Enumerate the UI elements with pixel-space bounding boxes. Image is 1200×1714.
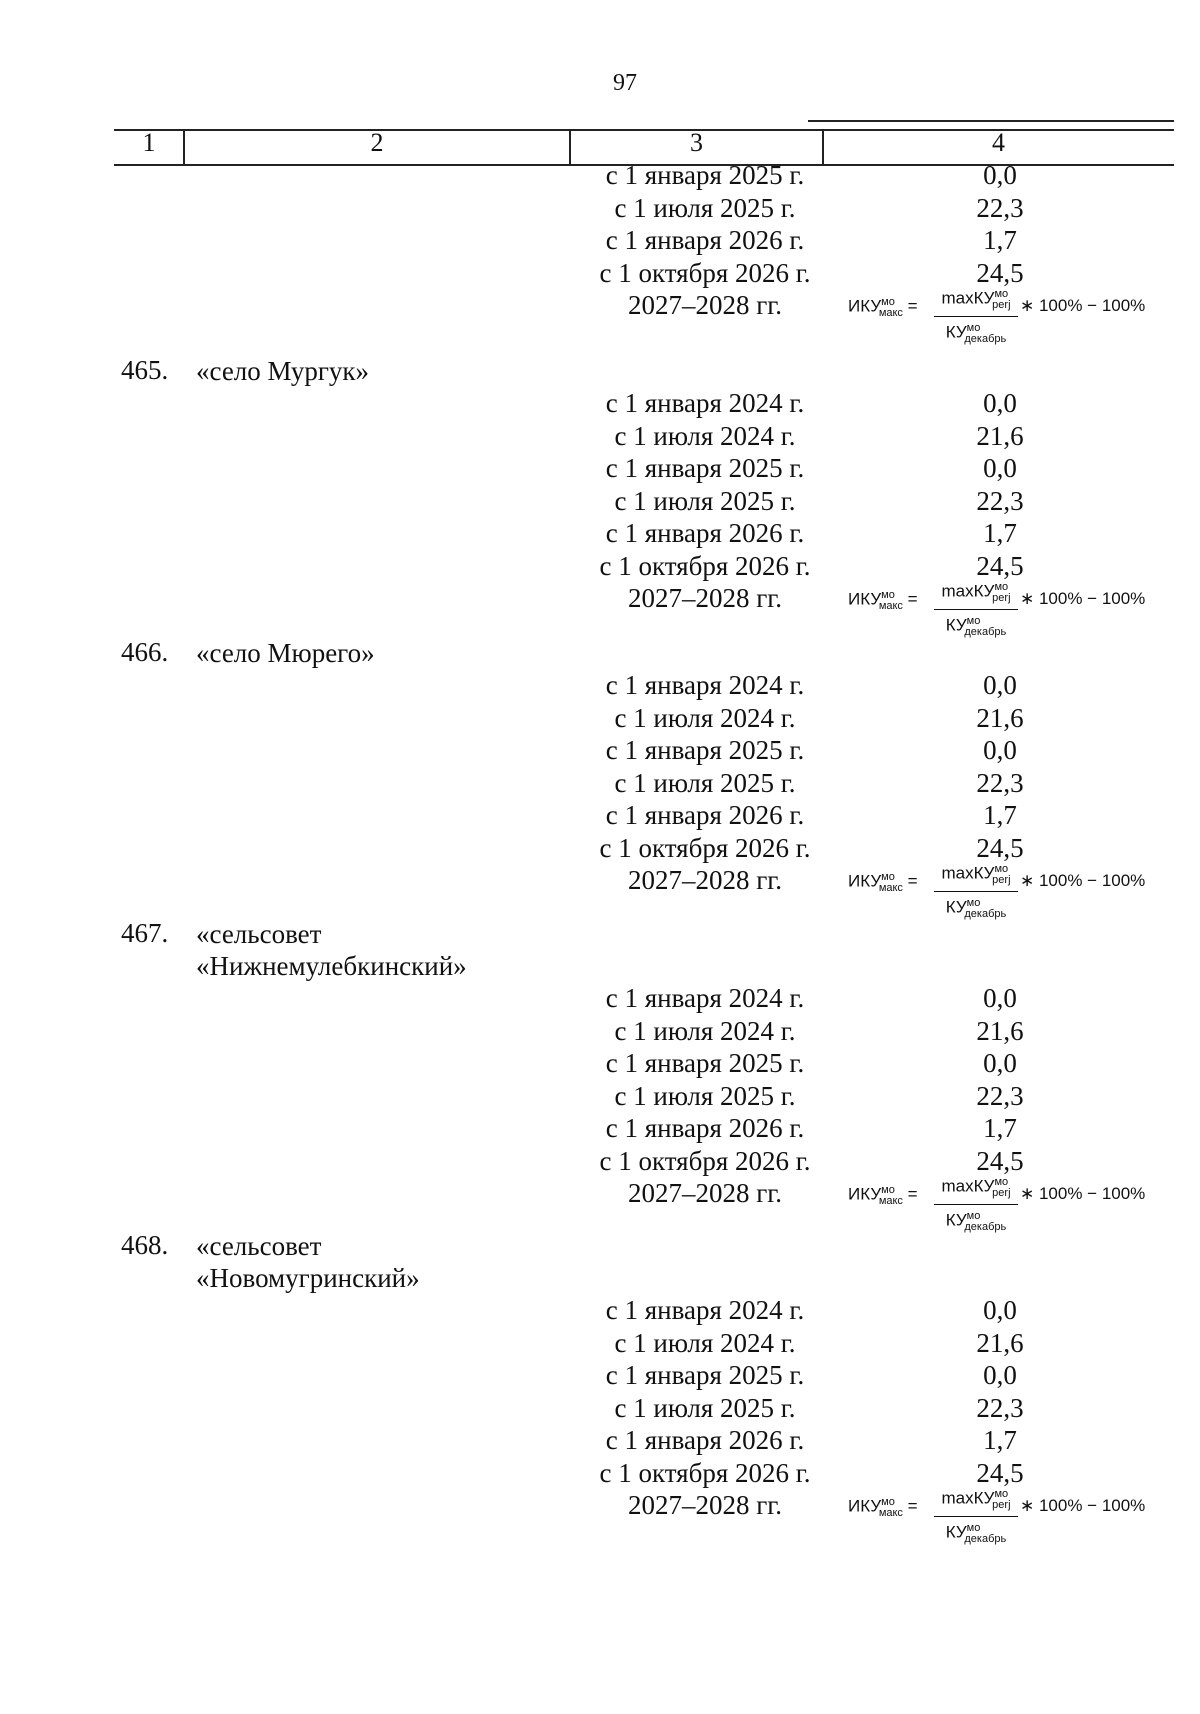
formula-num-sub: perj (992, 1187, 1011, 1200)
formula-num-base: maxКУ (941, 1488, 995, 1508)
formula-lhs-sup: мо (881, 871, 895, 883)
period-cell: с 1 октября 2026 г. (599, 1458, 811, 1488)
entry-name (196, 355, 369, 387)
entry-name-line: «Нижнемулебкинский» (196, 951, 467, 981)
formula-den-sup: мо (966, 322, 981, 335)
formula-num-sub: perj (992, 1499, 1011, 1512)
value-cell: 21,6 (976, 421, 1024, 451)
period-cell: с 1 января 2024 г. (605, 983, 805, 1013)
formula-num-base: maxКУ (941, 581, 995, 601)
value-cell: 1,7 (983, 225, 1017, 255)
formula-lhs-base: ИКУ (848, 589, 882, 609)
period-cell: с 1 января 2024 г. (605, 388, 805, 418)
formula-den-sub: декабрь (964, 626, 1007, 639)
formula-den-base: КУ (945, 1210, 967, 1230)
formula-fraction (934, 859, 1018, 925)
formula-lhs-base: ИКУ (848, 296, 882, 316)
formula-lhs (848, 296, 918, 319)
entry-number: 468. (121, 1230, 169, 1260)
formula-lhs (848, 1496, 918, 1519)
formula-rhs: ∗ 100% − 100% (1020, 871, 1146, 890)
value-cell: 1,7 (983, 1425, 1017, 1455)
period-cell: с 1 июля 2024 г. (614, 703, 796, 733)
formula-lhs-sub: макс (878, 600, 903, 613)
formula-num-base: maxКУ (941, 863, 995, 883)
value-cell: 1,7 (983, 800, 1017, 830)
value-cell: 21,6 (976, 1016, 1024, 1046)
formula-equals: = (907, 296, 918, 316)
formula-numerator (934, 1484, 1018, 1517)
period-cell: с 1 января 2024 г. (605, 1295, 805, 1325)
formula-lhs-base: ИКУ (848, 1184, 882, 1204)
period-cell: с 1 июля 2025 г. (614, 1081, 796, 1111)
entry-name-line: «сельсовет (196, 919, 322, 949)
period-cell: с 1 июля 2024 г. (614, 1016, 796, 1046)
value-cell: 22,3 (976, 1393, 1024, 1423)
value-cell: 24,5 (976, 1458, 1024, 1488)
value-cell: 0,0 (983, 1295, 1017, 1325)
period-cell: с 1 июля 2024 г. (614, 1328, 796, 1358)
formula-fraction (934, 1484, 1018, 1550)
period-cell: с 1 января 2026 г. (605, 1113, 805, 1143)
entry-name (196, 1230, 420, 1294)
formula-numerator (934, 1172, 1018, 1205)
value-cell: 24,5 (976, 833, 1024, 863)
entry-name-line: «село Мюрего» (196, 638, 375, 668)
formula-lhs (848, 589, 918, 612)
formula-num-sub: perj (992, 874, 1011, 887)
formula-rhs: ∗ 100% − 100% (1020, 1184, 1146, 1203)
formula-num-sup: мо (994, 581, 1009, 593)
period-cell: с 1 октября 2026 г. (599, 258, 811, 288)
formula-den-sup: мо (966, 1522, 981, 1535)
formula-equals: = (907, 589, 918, 609)
period-cell: с 1 июля 2025 г. (614, 486, 796, 516)
formula-equals: = (907, 1496, 918, 1516)
formula-lhs (848, 871, 918, 894)
formula-num-sub: perj (992, 299, 1011, 312)
value-cell: 22,3 (976, 768, 1024, 798)
formula-lhs-base: ИКУ (848, 1496, 882, 1516)
value-cell: 24,5 (976, 258, 1024, 288)
formula-lhs-base: ИКУ (848, 871, 882, 891)
formula-fraction (934, 284, 1018, 350)
header-top-rule (808, 120, 1174, 122)
value-cell: 1,7 (983, 1113, 1017, 1143)
formula-rhs: ∗ 100% − 100% (1020, 589, 1146, 608)
period-cell: с 1 января 2026 г. (605, 1425, 805, 1455)
formula-num-sup: мо (994, 1176, 1009, 1188)
formula-equals: = (907, 1184, 918, 1204)
period-cell: с 1 января 2025 г. (605, 735, 805, 765)
period-cell: с 1 июля 2025 г. (614, 768, 796, 798)
formula-numerator (934, 577, 1018, 610)
formula-rhs: ∗ 100% − 100% (1020, 1496, 1146, 1515)
formula-fraction (934, 577, 1018, 643)
formula-den-sup: мо (966, 615, 981, 628)
value-cell: 0,0 (983, 160, 1017, 190)
formula-num-sup: мо (994, 863, 1009, 875)
formula-lhs-sup: мо (881, 589, 895, 601)
entry-number: 466. (121, 637, 169, 667)
formula-den-sub: декабрь (964, 333, 1007, 346)
formula-num-sup: мо (994, 288, 1009, 300)
formula-lhs-sup: мо (881, 296, 895, 308)
period-cell: с 1 июля 2025 г. (614, 1393, 796, 1423)
period-cell: с 1 октября 2026 г. (599, 1146, 811, 1176)
formula-den-sub: декабрь (964, 1533, 1007, 1546)
formula-den-base: КУ (945, 1522, 967, 1542)
period-cell: 2027–2028 гг. (627, 583, 783, 613)
column-header-4: 4 (992, 128, 1005, 157)
period-cell: с 1 июля 2025 г. (614, 193, 796, 223)
entry-name-line: «село Мургук» (196, 356, 370, 386)
period-cell: с 1 января 2025 г. (605, 1048, 805, 1078)
formula-lhs-sub: макс (878, 882, 903, 895)
period-cell: 2027–2028 гг. (627, 290, 783, 320)
value-cell: 1,7 (983, 518, 1017, 548)
period-cell: с 1 января 2025 г. (605, 453, 805, 483)
formula-den-base: КУ (945, 615, 967, 635)
period-cell: 2027–2028 гг. (627, 1490, 783, 1520)
value-cell: 0,0 (983, 453, 1017, 483)
value-cell: 22,3 (976, 193, 1024, 223)
value-cell: 0,0 (983, 1048, 1017, 1078)
formula-numerator (934, 859, 1018, 892)
period-cell: с 1 января 2026 г. (605, 225, 805, 255)
period-cell: с 1 октября 2026 г. (599, 551, 811, 581)
formula-denominator (934, 610, 1018, 643)
entry-number: 467. (121, 918, 169, 948)
formula-den-sub: декабрь (964, 908, 1007, 921)
column-header-2: 2 (370, 128, 384, 157)
formula-lhs-sup: мо (881, 1184, 895, 1196)
formula-num-base: maxКУ (941, 1176, 995, 1196)
formula-lhs-sub: макс (878, 1507, 903, 1520)
value-cell: 0,0 (983, 1360, 1017, 1390)
period-cell: 2027–2028 гг. (627, 1178, 783, 1208)
value-cell: 0,0 (983, 735, 1017, 765)
entry-number: 465. (121, 355, 169, 385)
formula-lhs-sub: макс (878, 307, 903, 320)
value-cell: 22,3 (976, 486, 1024, 516)
value-cell: 22,3 (976, 1081, 1024, 1111)
period-cell: с 1 октября 2026 г. (599, 833, 811, 863)
column-header-3: 3 (690, 128, 703, 157)
period-cell: с 1 января 2025 г. (605, 1360, 805, 1390)
formula-den-sup: мо (966, 897, 981, 910)
period-cell: с 1 января 2026 г. (605, 800, 805, 830)
value-cell: 24,5 (976, 551, 1024, 581)
formula-den-sup: мо (966, 1210, 981, 1223)
formula-den-base: КУ (945, 897, 967, 917)
period-cell: с 1 января 2026 г. (605, 518, 805, 548)
value-cell: 0,0 (983, 983, 1017, 1013)
formula-lhs-sup: мо (881, 1496, 895, 1508)
entry-name-line: «сельсовет (196, 1231, 322, 1261)
formula-denominator (934, 892, 1018, 925)
formula-num-sub: perj (992, 592, 1011, 605)
value-cell: 24,5 (976, 1146, 1024, 1176)
entry-name (196, 637, 375, 669)
formula-fraction (934, 1172, 1018, 1238)
period-cell: 2027–2028 гг. (627, 865, 783, 895)
formula-rhs: ∗ 100% − 100% (1020, 296, 1146, 315)
formula-equals: = (907, 871, 918, 891)
formula-denominator (934, 1205, 1018, 1238)
period-cell: с 1 января 2025 г. (605, 160, 805, 190)
value-cell: 0,0 (983, 388, 1017, 418)
column-header-1: 1 (142, 128, 156, 157)
formula-denominator (934, 1517, 1018, 1550)
formula-lhs-sub: макс (878, 1195, 903, 1208)
period-cell: с 1 июля 2024 г. (614, 421, 796, 451)
formula-num-sup: мо (994, 1488, 1009, 1500)
formula-denominator (934, 317, 1018, 350)
formula-den-base: КУ (945, 322, 967, 342)
formula-numerator (934, 284, 1018, 317)
value-cell: 21,6 (976, 1328, 1024, 1358)
period-cell: с 1 января 2024 г. (605, 670, 805, 700)
value-cell: 0,0 (983, 670, 1017, 700)
formula-num-base: maxКУ (941, 288, 995, 308)
formula-lhs (848, 1184, 918, 1207)
entry-name-line: «Новомугринский» (196, 1263, 420, 1293)
value-cell: 21,6 (976, 703, 1024, 733)
entry-name (196, 918, 467, 982)
page-number: 97 (613, 70, 637, 96)
formula-den-sub: декабрь (964, 1221, 1007, 1234)
